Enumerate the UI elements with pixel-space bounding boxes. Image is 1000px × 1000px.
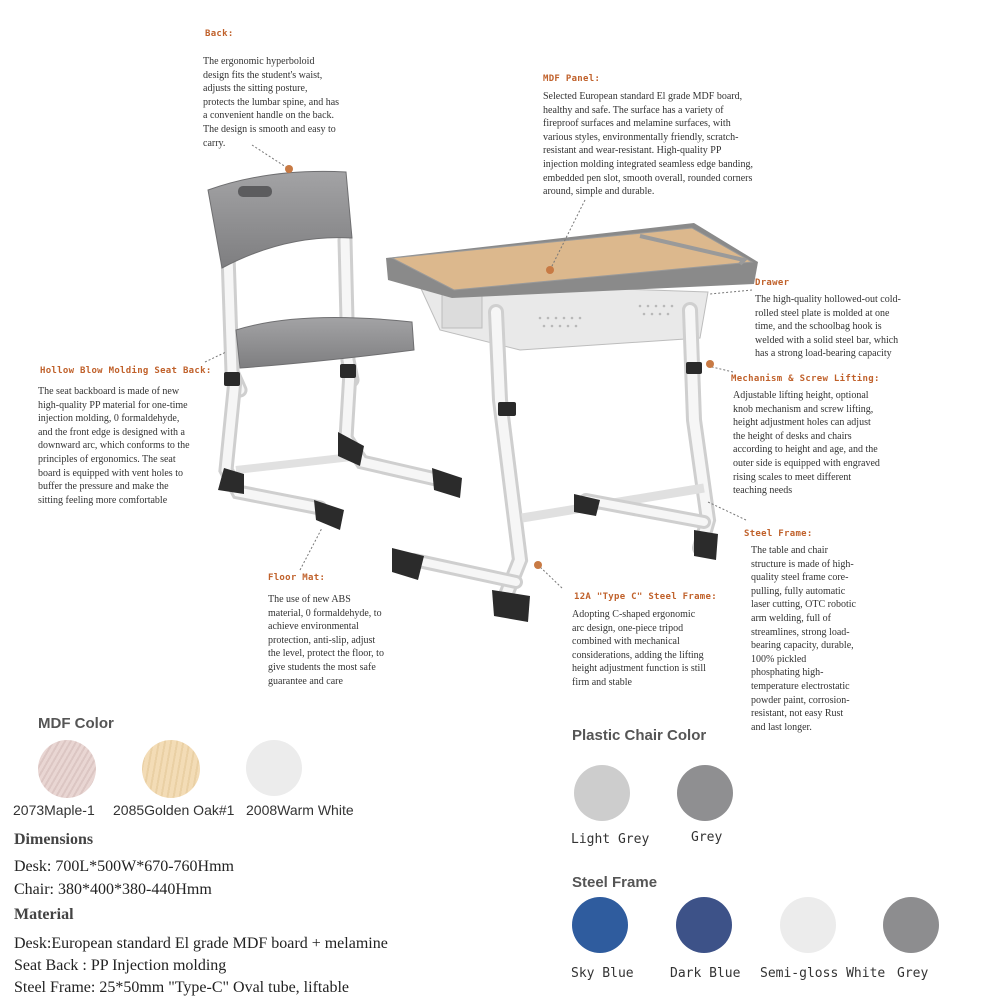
frame-swatch-label: Semi-gloss White xyxy=(760,966,886,981)
annotation-body-steel-frame: The table and chair structure is made of high- quality steel frame core- pulling, fully automatic laser cutting, OTC robotic arm welding, full of streamlines, strong load- bearing capacity, durable, 100% pickled phosphating high- temperature electrostatic powder paint, corrosion- resistant, not easy Rust and last longer. xyxy=(751,545,856,733)
frame-swatch-grey xyxy=(883,897,939,953)
desk-foot xyxy=(492,590,530,622)
material-desk: Desk:European standard El grade MDF board + melamine xyxy=(14,935,388,952)
annotation-title-mechanism: Mechanism & Screw Lifting: xyxy=(731,374,880,384)
material-steel-frame: Steel Frame: 25*50mm "Type-C" Oval tube, liftable xyxy=(14,979,349,996)
desk-foot xyxy=(694,530,718,560)
chair-foot xyxy=(314,500,344,530)
mdf-swatch-maple xyxy=(38,740,96,798)
desk-foot xyxy=(392,548,424,580)
chair-handle xyxy=(238,186,272,197)
annotation-title-back: Back: xyxy=(205,29,234,39)
annotation-body-mechanism: Adjustable lifting height, optional knob mechanism and screw lifting, height adjustment holes can adjust the height of desks and chairs according to height and age, and the outer side is equipped with engraved rising scales to meet different teaching needs xyxy=(733,390,880,497)
mdf-color-title: MDF Color xyxy=(38,715,114,732)
steel-frame-color-title: Steel Frame xyxy=(572,874,658,891)
annotation-title-mdf-panel: MDF Panel: xyxy=(543,74,601,84)
annotation-body-floor-mat: The use of new ABS material, 0 formaldehyde, to achieve environmental protection, anti-slip, adjust the level, protect the floor, to give students the most safe guarantee and care xyxy=(268,594,384,687)
material-title: Material xyxy=(14,906,74,923)
dimensions-chair: Chair: 380*400*380-440Hmm xyxy=(14,881,212,898)
annotation-body-mdf-panel: Selected European standard El grade MDF board, healthy and safe. The surface has a variety of fireproof surfaces and melamine surfaces, with various styles, environmentally friendly, scratch- resistant and wear-resistant. High-quality PP injection molding integrated seamless edge banding, embedded pen slot, smooth overall, rounded corners around, simple and durable. xyxy=(543,91,753,198)
chair-seat xyxy=(236,318,414,369)
chair-swatch-grey xyxy=(677,765,733,821)
callout-dot xyxy=(546,266,554,274)
chair-backrest xyxy=(208,171,352,268)
frame-swatch-label: Sky Blue xyxy=(571,966,634,981)
annotation-title-drawer: Drawer xyxy=(755,278,790,288)
callout-dot xyxy=(285,165,293,173)
annotation-body-type-c: Adopting C-shaped ergonomic arc design, one-piece tripod combined with mechanical considerations, adding the lifting height adjustment function is still firm and stable xyxy=(572,609,706,688)
annotation-title-seat-back: Hollow Blow Molding Seat Back: xyxy=(40,366,212,376)
frame-swatch-dark-blue xyxy=(676,897,732,953)
chair xyxy=(208,171,462,530)
desk xyxy=(386,223,758,622)
frame-swatch-sky-blue xyxy=(572,897,628,953)
mdf-swatch-golden-oak xyxy=(142,740,200,798)
chair-swatch-light-grey xyxy=(574,765,630,821)
mdf-swatch-label: 2008Warm White xyxy=(246,802,354,818)
material-seat-back: Seat Back : PP Injection molding xyxy=(14,957,227,974)
callout-dot xyxy=(534,561,542,569)
callout-dot xyxy=(706,360,714,368)
frame-swatch-semi-gloss-white xyxy=(780,897,836,953)
mdf-swatch-label: 2073Maple-1 xyxy=(13,802,95,818)
chair-swatch-label: Grey xyxy=(691,830,723,845)
annotation-body-seat-back: The seat backboard is made of new high-quality PP material for one-time injection molding, 0 formaldehyde, and the front edge is designed with a downward arc, which conforms to the principles of ergonomics. The seat board is equipped with vent holes to buffer the pressure and make the sitting feeling more comfortable xyxy=(38,386,190,506)
chair-swatch-label: Light Grey xyxy=(571,832,650,847)
annotation-title-type-c: 12A "Type C" Steel Frame: xyxy=(574,592,717,602)
chair-foot xyxy=(432,468,462,498)
dimensions-desk: Desk: 700L*500W*670-760Hmm xyxy=(14,858,234,875)
mdf-swatch-warm-white xyxy=(246,740,302,796)
frame-swatch-label: Grey xyxy=(897,966,929,981)
mdf-swatch-label: 2085Golden Oak#1 xyxy=(113,802,235,818)
annotation-title-steel-frame: Steel Frame: xyxy=(744,529,813,539)
plastic-chair-color-title: Plastic Chair Color xyxy=(572,727,707,744)
frame-swatch-label: Dark Blue xyxy=(670,966,741,981)
annotation-title-floor-mat: Floor Mat: xyxy=(268,573,326,583)
dimensions-title: Dimensions xyxy=(14,831,94,848)
annotation-body-back: The ergonomic hyperboloid design fits the student's waist, adjusts the sitting posture, protects the lumbar spine, and has a convenient handle on the back. The design is smooth and easy to carry. xyxy=(203,56,340,149)
annotation-body-drawer: The high-quality hollowed-out cold- rolled steel plate is molded at one time, and the schoolbag hook is welded with a solid steel bar, which has a strong load-bearing capacity xyxy=(755,294,901,360)
